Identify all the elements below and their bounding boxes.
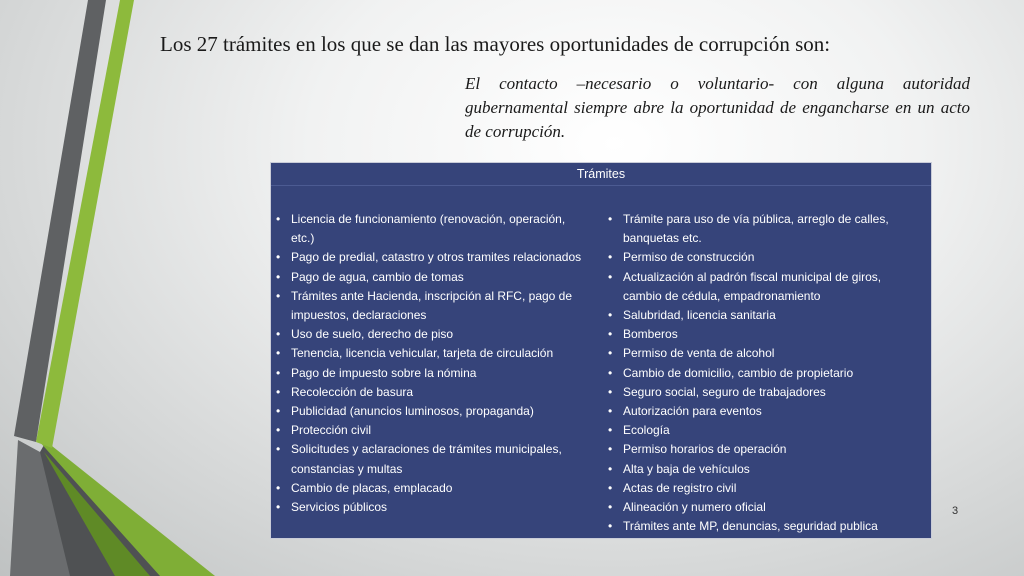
bullet-icon: • <box>608 519 613 534</box>
list-item-text: Bomberos <box>623 327 678 342</box>
list-item <box>275 383 585 402</box>
list-item-text: Publicidad (anuncios luminosos, propaganda) <box>291 404 534 419</box>
list-item <box>275 325 585 344</box>
list-item-text: Licencia de funcionamiento (renovación, operación, etc.) <box>291 212 566 246</box>
bullet-icon: • <box>276 288 281 303</box>
left-column-list <box>275 210 585 517</box>
list-item <box>275 479 585 498</box>
list-item-text: Recolección de basura <box>291 384 414 399</box>
list-item-text: Alineación y numero oficial <box>623 500 766 515</box>
bullet-icon: • <box>276 500 281 515</box>
list-item <box>607 517 923 536</box>
list-item <box>607 402 923 421</box>
list-item-text: Trámite para uso de vía pública, arreglo de calles, banquetas etc. <box>623 212 889 246</box>
list-item <box>275 287 585 325</box>
list-item <box>275 421 585 440</box>
bullet-icon: • <box>608 269 613 284</box>
list-item <box>275 344 585 363</box>
list-item-text: Salubridad, licencia sanitaria <box>623 308 776 323</box>
list-item-text: Trámites ante Hacienda, inscripción al RFC, pago de impuestos, declaraciones <box>291 288 573 323</box>
list-item-text: Protección civil <box>291 423 372 438</box>
list-item-text: Pago de agua, cambio de tomas <box>291 269 464 284</box>
list-item <box>607 440 923 459</box>
bullet-icon: • <box>276 327 281 342</box>
list-item-text: Cambio de placas, emplacado <box>291 480 453 495</box>
page-number: 3 <box>952 505 959 517</box>
bullet-icon: • <box>276 442 281 457</box>
list-item-text: Autorización para eventos <box>623 404 762 419</box>
list-item <box>275 210 585 248</box>
list-item <box>275 440 585 478</box>
list-item <box>275 364 585 383</box>
list-item <box>607 268 923 306</box>
bullet-icon: • <box>608 423 613 438</box>
table-header: Trámites <box>271 163 931 186</box>
list-item <box>607 325 923 344</box>
list-item <box>275 268 585 287</box>
bullet-icon: • <box>608 480 613 495</box>
list-item-text: Pago de impuesto sobre la nómina <box>291 365 477 380</box>
list-item-text: Permiso de venta de alcohol <box>623 346 775 361</box>
list-item <box>607 421 923 440</box>
bullet-icon: • <box>276 365 281 380</box>
list-item-text: Trámites ante MP, denuncias, seguridad publica <box>623 519 878 534</box>
list-item-text: Tenencia, licencia vehicular, tarjeta de circulación <box>291 346 554 361</box>
list-item-text: Actualización al padrón fiscal municipal de giros, cambio de cédula, empadronamiento <box>623 269 882 303</box>
bullet-icon: • <box>276 250 281 265</box>
list-item <box>607 210 923 248</box>
bullet-icon: • <box>276 212 281 226</box>
list-item <box>607 344 923 363</box>
list-item-text: Servicios públicos <box>291 500 388 515</box>
bullet-icon: • <box>276 404 281 419</box>
list-item-text: Permiso de construcción <box>623 250 755 265</box>
bullet-icon: • <box>608 404 613 419</box>
list-item-text: Actas de registro civil <box>623 480 737 495</box>
list-item-text: Uso de suelo, derecho de piso <box>291 327 454 342</box>
list-item <box>607 460 923 479</box>
list-item <box>275 402 585 421</box>
list-item <box>607 498 923 517</box>
list-item <box>607 306 923 325</box>
bullet-icon: • <box>608 346 613 361</box>
bullet-icon: • <box>608 365 613 380</box>
bullet-icon: • <box>276 423 281 438</box>
list-item <box>275 248 585 267</box>
bullet-icon: • <box>608 308 613 323</box>
bullet-icon: • <box>276 269 281 284</box>
list-item-text: Cambio de domicilio, cambio de propietario <box>623 365 854 380</box>
bullet-icon: • <box>276 384 281 399</box>
list-item <box>607 383 923 402</box>
list-item-text: Permiso horarios de operación <box>623 442 787 457</box>
bullet-icon: • <box>608 442 613 457</box>
list-item-text: Seguro social, seguro de trabajadores <box>623 384 826 399</box>
list-item <box>275 498 585 517</box>
bullet-icon: • <box>608 327 613 342</box>
right-column-list <box>607 210 923 536</box>
list-item-text: Alta y baja de vehículos <box>623 461 750 476</box>
list-item <box>607 248 923 267</box>
bullet-icon: • <box>608 384 613 399</box>
list-item <box>607 364 923 383</box>
list-item-text: Pago de predial, catastro y otros tramites relacionados <box>291 250 582 265</box>
tramites-table <box>270 162 932 539</box>
bullet-icon: • <box>608 250 613 265</box>
bullet-icon: • <box>276 346 281 361</box>
list-item-text: Solicitudes y aclaraciones de trámites municipales, constancias y multas <box>291 442 562 476</box>
list-item <box>607 479 923 498</box>
bullet-icon: • <box>608 500 613 515</box>
slide-title: Los 27 trámites en los que se dan las mayores oportunidades de corrupción son: <box>160 32 831 56</box>
bullet-icon: • <box>608 461 613 476</box>
bullet-icon: • <box>608 212 613 226</box>
list-item-text: Ecología <box>623 423 670 438</box>
bullet-icon: • <box>276 480 281 495</box>
slide-subtitle: El contacto –necesario o voluntario- con alguna autoridad gubernamental siempre abre la oportunidad de engancharse en un acto de corrupción. <box>465 74 970 141</box>
